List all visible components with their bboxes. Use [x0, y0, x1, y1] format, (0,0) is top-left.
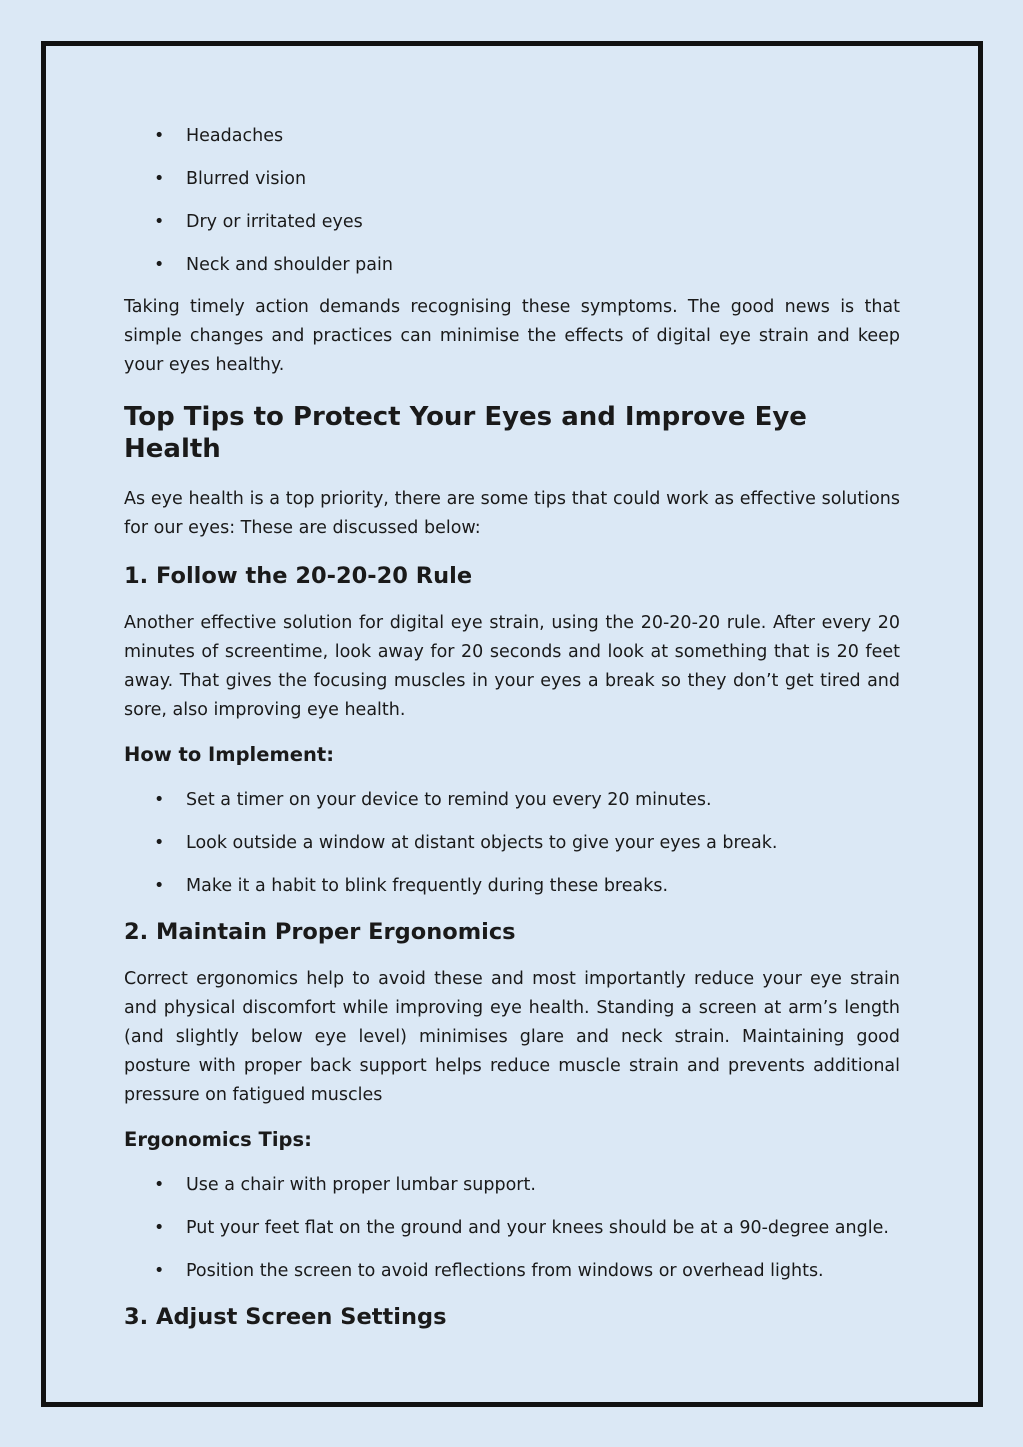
- bullet-icon: •: [154, 169, 165, 189]
- tip1-body: Another effective solution for digital eye strain, using the 20-20-20 rule. After every 20 minutes of screentime, look away for 20 seconds and look at something that is 20 feet away. That gives the focusing muscles in your eyes a break so they don’t get tired and sore, also improving eye health.: [124, 613, 900, 720]
- tip2-heading: 2. Maintain Proper Ergonomics: [124, 919, 516, 945]
- list-item: • Dry or irritated eyes: [124, 208, 900, 237]
- list-item: • Neck and shoulder pain: [124, 251, 900, 280]
- tip1-heading: 1. Follow the 20-20-20 Rule: [124, 563, 473, 589]
- list-item: • Set a timer on your device to remind you every 20 minutes.: [124, 786, 900, 815]
- bullet-icon: •: [154, 255, 165, 275]
- intro-paragraph: Taking timely action demands recognising these symptoms. The good news is that simple changes and practices can minimise the effects of digital eye strain and keep your eyes healthy.: [124, 297, 900, 375]
- tip2-subheading: Ergonomics Tips:: [124, 1128, 312, 1151]
- list-item: • Make it a habit to blink frequently during these breaks.: [124, 872, 900, 901]
- bullet-icon: •: [154, 212, 165, 232]
- tip3-heading: 3. Adjust Screen Settings: [124, 1304, 447, 1330]
- list-item: • Position the screen to avoid reflections from windows or overhead lights.: [124, 1257, 900, 1286]
- bullet-icon: •: [154, 790, 165, 810]
- list-item: • Use a chair with proper lumbar support.: [124, 1171, 900, 1200]
- section-heading: Top Tips to Protect Your Eyes and Improve Eye Health: [124, 402, 807, 464]
- tip1-list: [124, 786, 900, 901]
- tip1-subheading: How to Implement:: [124, 743, 335, 766]
- list-item: • Headaches: [124, 122, 900, 151]
- symptoms-list: [124, 122, 900, 280]
- list-item: • Put your feet flat on the ground and your knees should be at a 90-degree angle.: [124, 1214, 900, 1243]
- bullet-icon: •: [154, 1261, 165, 1281]
- bullet-icon: •: [154, 876, 165, 896]
- list-item: • Blurred vision: [124, 165, 900, 194]
- bullet-icon: •: [154, 126, 165, 146]
- tip2-body: Correct ergonomics help to avoid these and most importantly reduce your eye strain and physical discomfort while improving eye health. Standing a screen at arm’s length (and slightly below eye level) minimises glare and neck strain. Maintaining good posture with proper back support helps reduce muscle strain and prevents additional pressure on fatigued muscles: [124, 969, 900, 1105]
- document-content: [124, 122, 900, 1332]
- section-intro-paragraph: As eye health is a top priority, there are some tips that could work as effective solutions for our eyes: These are discussed below:: [124, 489, 900, 538]
- bullet-icon: •: [154, 1218, 165, 1238]
- bullet-icon: •: [154, 833, 165, 853]
- list-item: • Look outside a window at distant objects to give your eyes a break.: [124, 829, 900, 858]
- bullet-icon: •: [154, 1175, 165, 1195]
- tip2-list: [124, 1171, 900, 1286]
